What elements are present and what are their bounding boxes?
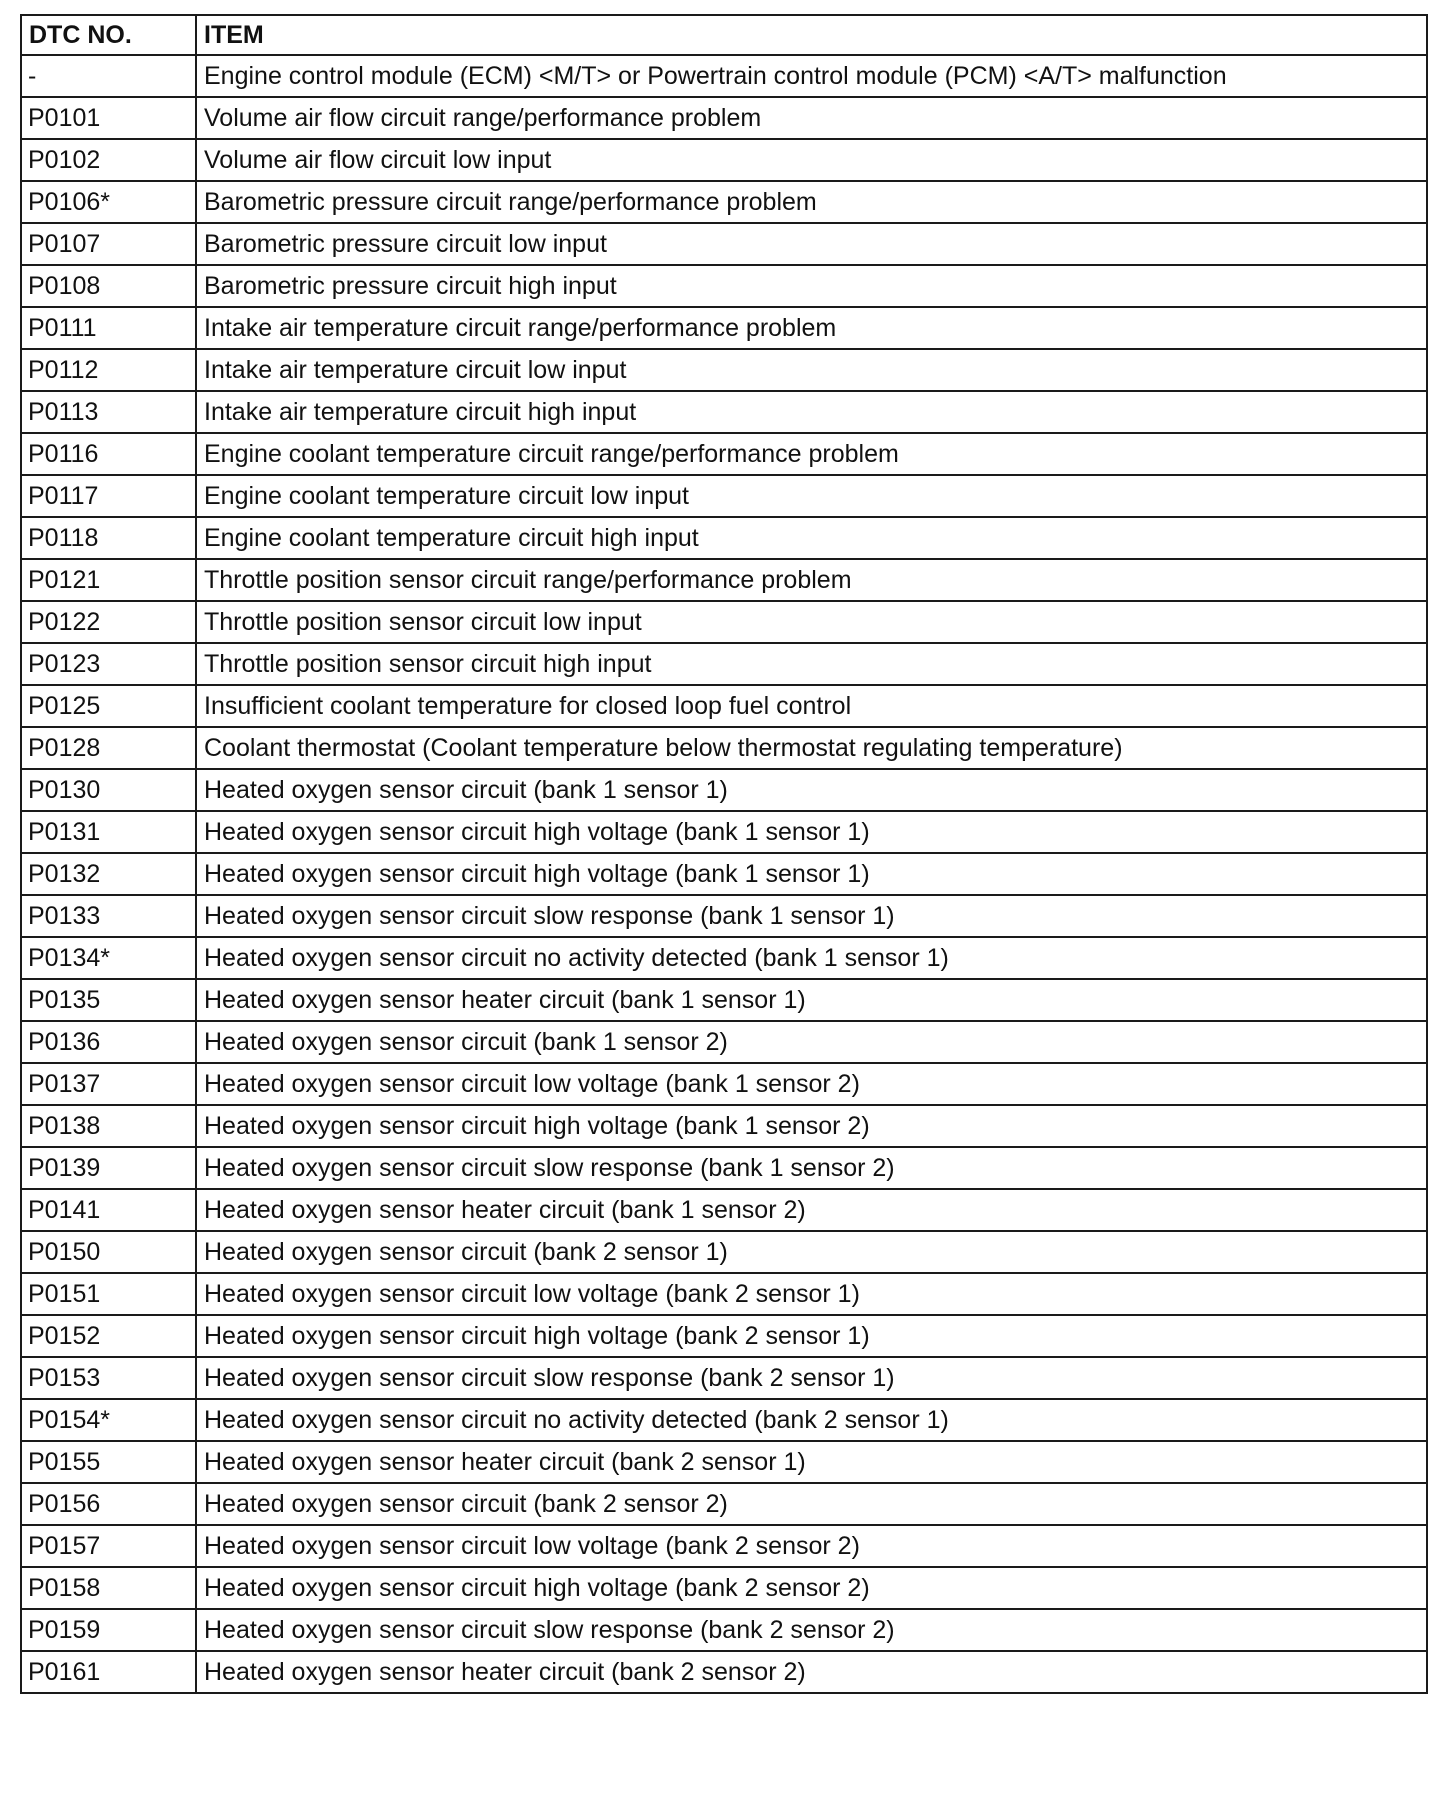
table-row <box>21 769 1427 811</box>
dtc-code: P0125 <box>21 685 196 727</box>
dtc-code: P0158 <box>21 1567 196 1609</box>
dtc-code: P0106* <box>21 181 196 223</box>
dtc-code: P0136 <box>21 1021 196 1063</box>
table-row <box>21 811 1427 853</box>
dtc-item: Heated oxygen sensor circuit high voltage (bank 1 sensor 1) <box>196 853 1427 895</box>
dtc-item: Heated oxygen sensor heater circuit (bank 1 sensor 1) <box>196 979 1427 1021</box>
dtc-item: Engine coolant temperature circuit high input <box>196 517 1427 559</box>
dtc-item: Heated oxygen sensor heater circuit (bank 1 sensor 2) <box>196 1189 1427 1231</box>
dtc-code: P0111 <box>21 307 196 349</box>
table-row <box>21 895 1427 937</box>
table-row <box>21 1483 1427 1525</box>
dtc-item: Heated oxygen sensor circuit (bank 2 sensor 1) <box>196 1231 1427 1273</box>
dtc-code: P0134* <box>21 937 196 979</box>
dtc-item: Throttle position sensor circuit low input <box>196 601 1427 643</box>
dtc-item: Heated oxygen sensor circuit low voltage (bank 1 sensor 2) <box>196 1063 1427 1105</box>
dtc-item: Heated oxygen sensor circuit (bank 2 sensor 2) <box>196 1483 1427 1525</box>
dtc-code: P0151 <box>21 1273 196 1315</box>
dtc-item: Heated oxygen sensor circuit high voltage (bank 1 sensor 1) <box>196 811 1427 853</box>
table-row <box>21 97 1427 139</box>
dtc-code: P0117 <box>21 475 196 517</box>
dtc-item: Coolant thermostat (Coolant temperature below thermostat regulating temperature) <box>196 727 1427 769</box>
dtc-code: P0107 <box>21 223 196 265</box>
table-row <box>21 685 1427 727</box>
dtc-code: P0122 <box>21 601 196 643</box>
table-row <box>21 1399 1427 1441</box>
dtc-item: Intake air temperature circuit low input <box>196 349 1427 391</box>
table-row <box>21 559 1427 601</box>
dtc-item: Heated oxygen sensor circuit no activity detected (bank 1 sensor 1) <box>196 937 1427 979</box>
dtc-item: Volume air flow circuit range/performance problem <box>196 97 1427 139</box>
table-row <box>21 979 1427 1021</box>
dtc-item: Heated oxygen sensor circuit slow response (bank 1 sensor 2) <box>196 1147 1427 1189</box>
table-row <box>21 391 1427 433</box>
dtc-code: P0155 <box>21 1441 196 1483</box>
table-row <box>21 1231 1427 1273</box>
dtc-code: P0130 <box>21 769 196 811</box>
dtc-code: P0121 <box>21 559 196 601</box>
table-row <box>21 601 1427 643</box>
dtc-code: P0113 <box>21 391 196 433</box>
dtc-item: Heated oxygen sensor circuit high voltage (bank 2 sensor 1) <box>196 1315 1427 1357</box>
dtc-code: P0150 <box>21 1231 196 1273</box>
dtc-item: Barometric pressure circuit range/performance problem <box>196 181 1427 223</box>
dtc-code: P0135 <box>21 979 196 1021</box>
dtc-code: P0154* <box>21 1399 196 1441</box>
dtc-item: Heated oxygen sensor heater circuit (bank 2 sensor 2) <box>196 1651 1427 1693</box>
dtc-item: Heated oxygen sensor circuit low voltage (bank 2 sensor 2) <box>196 1525 1427 1567</box>
dtc-code: P0157 <box>21 1525 196 1567</box>
item-header: ITEM <box>196 15 1427 55</box>
table-row <box>21 1105 1427 1147</box>
dtc-table <box>20 14 1428 1694</box>
table-row <box>21 853 1427 895</box>
dtc-code: P0131 <box>21 811 196 853</box>
table-row <box>21 517 1427 559</box>
dtc-item: Volume air flow circuit low input <box>196 139 1427 181</box>
table-row <box>21 1147 1427 1189</box>
table-header <box>21 15 1427 55</box>
dtc-item: Heated oxygen sensor circuit high voltage (bank 2 sensor 2) <box>196 1567 1427 1609</box>
dtc-code: P0137 <box>21 1063 196 1105</box>
dtc-item: Engine control module (ECM) <M/T> or Powertrain control module (PCM) <A/T> malfunction <box>196 55 1427 97</box>
table-body <box>21 55 1427 1693</box>
table-row <box>21 1315 1427 1357</box>
table-row <box>21 1021 1427 1063</box>
table-row <box>21 1273 1427 1315</box>
table-row <box>21 1567 1427 1609</box>
dtc-item: Engine coolant temperature circuit range/performance problem <box>196 433 1427 475</box>
dtc-code: P0118 <box>21 517 196 559</box>
table-row <box>21 349 1427 391</box>
dtc-item: Barometric pressure circuit low input <box>196 223 1427 265</box>
table-row <box>21 181 1427 223</box>
dtc-code: P0153 <box>21 1357 196 1399</box>
dtc-item: Intake air temperature circuit range/performance problem <box>196 307 1427 349</box>
dtc-item: Heated oxygen sensor circuit slow response (bank 2 sensor 1) <box>196 1357 1427 1399</box>
table-row <box>21 643 1427 685</box>
table-row <box>21 1651 1427 1693</box>
dtc-item: Barometric pressure circuit high input <box>196 265 1427 307</box>
dtc-code: P0116 <box>21 433 196 475</box>
dtc-code: P0112 <box>21 349 196 391</box>
dtc-item: Engine coolant temperature circuit low input <box>196 475 1427 517</box>
table-row <box>21 1357 1427 1399</box>
dtc-code: P0123 <box>21 643 196 685</box>
dtc-code: P0159 <box>21 1609 196 1651</box>
dtc-item: Heated oxygen sensor heater circuit (bank 2 sensor 1) <box>196 1441 1427 1483</box>
dtc-code: P0139 <box>21 1147 196 1189</box>
table-row <box>21 1609 1427 1651</box>
table-row <box>21 727 1427 769</box>
dtc-code: P0133 <box>21 895 196 937</box>
dtc-code: P0138 <box>21 1105 196 1147</box>
table-row <box>21 475 1427 517</box>
dtc-code: P0128 <box>21 727 196 769</box>
dtc-code: P0101 <box>21 97 196 139</box>
table-row <box>21 1063 1427 1105</box>
table-row <box>21 55 1427 97</box>
table-row <box>21 265 1427 307</box>
dtc-item: Heated oxygen sensor circuit no activity detected (bank 2 sensor 1) <box>196 1399 1427 1441</box>
table-row <box>21 1525 1427 1567</box>
dtc-item: Heated oxygen sensor circuit high voltage (bank 1 sensor 2) <box>196 1105 1427 1147</box>
dtc-item: Heated oxygen sensor circuit low voltage (bank 2 sensor 1) <box>196 1273 1427 1315</box>
dtc-item: Throttle position sensor circuit range/performance problem <box>196 559 1427 601</box>
table-row <box>21 223 1427 265</box>
table-row <box>21 937 1427 979</box>
dtc-item: Heated oxygen sensor circuit (bank 1 sensor 2) <box>196 1021 1427 1063</box>
dtc-item: Heated oxygen sensor circuit slow response (bank 2 sensor 2) <box>196 1609 1427 1651</box>
dtc-code: P0161 <box>21 1651 196 1693</box>
dtc-item: Intake air temperature circuit high input <box>196 391 1427 433</box>
dtc-code: P0141 <box>21 1189 196 1231</box>
table-row <box>21 307 1427 349</box>
dtc-item: Heated oxygen sensor circuit (bank 1 sensor 1) <box>196 769 1427 811</box>
table-row <box>21 433 1427 475</box>
dtc-code: P0132 <box>21 853 196 895</box>
table-row <box>21 1189 1427 1231</box>
dtc-code: P0108 <box>21 265 196 307</box>
dtc-item: Insufficient coolant temperature for closed loop fuel control <box>196 685 1427 727</box>
dtc-no-header: DTC NO. <box>21 15 196 55</box>
dtc-code: P0156 <box>21 1483 196 1525</box>
dtc-item: Throttle position sensor circuit high input <box>196 643 1427 685</box>
table-row <box>21 1441 1427 1483</box>
dtc-code: - <box>21 55 196 97</box>
dtc-item: Heated oxygen sensor circuit slow response (bank 1 sensor 1) <box>196 895 1427 937</box>
table-row <box>21 139 1427 181</box>
dtc-code: P0152 <box>21 1315 196 1357</box>
header-row <box>21 15 1427 55</box>
dtc-code: P0102 <box>21 139 196 181</box>
